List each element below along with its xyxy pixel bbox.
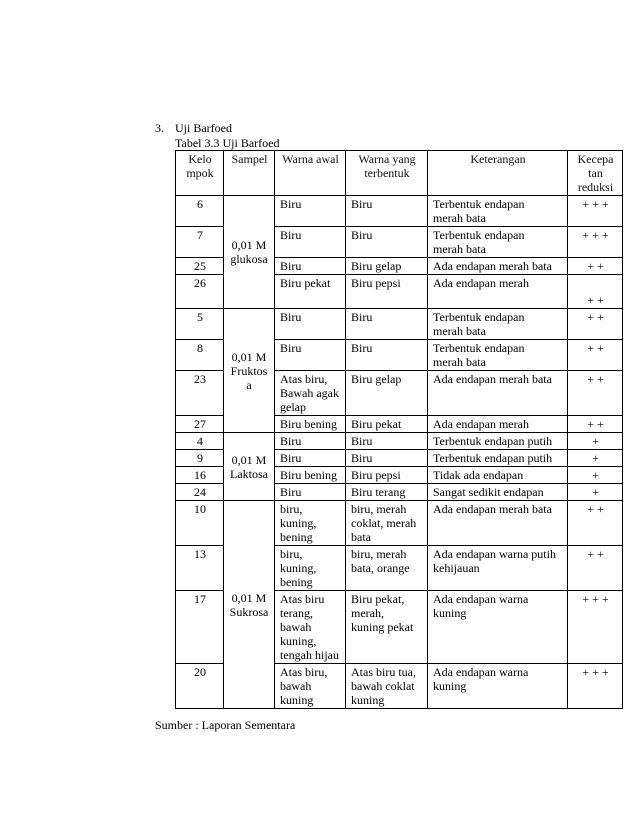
cell-keterangan: Ada endapan merah (428, 416, 568, 433)
header-row (176, 151, 623, 196)
cell-warna-awal: biru, kuning, bening (275, 501, 346, 546)
cell-kelompok: 8 (176, 340, 224, 371)
header-warna-awal: Warna awal (275, 151, 346, 196)
cell-warna-awal: Biru (275, 258, 346, 275)
cell-keterangan: Ada endapan merah bata (428, 501, 568, 546)
cell-keterangan: Ada endapan warna kuning (428, 664, 568, 709)
cell-warna-awal: Biru bening (275, 467, 346, 484)
cell-warna-terbentuk: biru, merah coklat, merah bata (346, 501, 428, 546)
cell-kelompok: 7 (176, 227, 224, 258)
section-title: Uji Barfoed (175, 121, 232, 135)
cell-kecepatan-reduksi: + + + (568, 227, 623, 258)
cell-sampel: 0,01 M Fruktos a (224, 309, 275, 433)
cell-warna-awal: biru, kuning, bening (275, 546, 346, 591)
cell-kelompok: 6 (176, 196, 224, 227)
section-number: 3. (155, 121, 164, 135)
table-row (176, 196, 623, 227)
cell-kecepatan-reduksi: + + (568, 416, 623, 433)
cell-warna-terbentuk: Biru pekat (346, 416, 428, 433)
cell-kecepatan-reduksi: + (568, 433, 623, 450)
cell-warna-awal: Biru (275, 340, 346, 371)
cell-kecepatan-reduksi: + + (568, 309, 623, 340)
cell-warna-terbentuk: Biru pepsi (346, 275, 428, 309)
cell-keterangan: Ada endapan merah bata (428, 258, 568, 275)
cell-warna-terbentuk: Biru pepsi (346, 467, 428, 484)
cell-kecepatan-reduksi: + + (568, 340, 623, 371)
cell-warna-terbentuk: Biru (346, 309, 428, 340)
cell-kecepatan-reduksi: + (568, 467, 623, 484)
cell-kecepatan-reduksi: + + + (568, 591, 623, 664)
cell-kelompok: 20 (176, 664, 224, 709)
header-sampel: Sampel (224, 151, 275, 196)
cell-warna-terbentuk: Biru gelap (346, 371, 428, 416)
cell-keterangan: Terbentuk endapan merah bata (428, 196, 568, 227)
cell-kelompok: 26 (176, 275, 224, 309)
cell-keterangan: Terbentuk endapan putih (428, 433, 568, 450)
cell-kelompok: 9 (176, 450, 224, 467)
cell-kelompok: 25 (176, 258, 224, 275)
cell-kecepatan-reduksi: + (568, 450, 623, 467)
cell-kecepatan-reduksi: + + (568, 275, 623, 309)
cell-sampel: 0,01 M Sukrosa (224, 501, 275, 709)
cell-kecepatan-reduksi: + + + (568, 664, 623, 709)
cell-kecepatan-reduksi: + + (568, 546, 623, 591)
cell-warna-terbentuk: Biru terang (346, 484, 428, 501)
cell-warna-terbentuk: Biru (346, 340, 428, 371)
cell-warna-awal: Atas biru terang, bawah kuning, tengah hijau (275, 591, 346, 664)
cell-warna-awal: Biru (275, 484, 346, 501)
header-warna-terbentuk: Warna yang terbentuk (346, 151, 428, 196)
cell-kelompok: 27 (176, 416, 224, 433)
cell-warna-awal: Biru (275, 309, 346, 340)
barfoed-table (175, 150, 623, 709)
cell-keterangan: Terbentuk endapan merah bata (428, 340, 568, 371)
cell-warna-terbentuk: Biru (346, 433, 428, 450)
cell-warna-awal: Biru (275, 433, 346, 450)
section-heading (155, 121, 232, 135)
cell-keterangan: Terbentuk endapan merah bata (428, 227, 568, 258)
cell-keterangan: Sangat sedikit endapan (428, 484, 568, 501)
cell-keterangan: Tidak ada endapan (428, 467, 568, 484)
table-row (176, 309, 623, 340)
cell-kecepatan-reduksi: + + + (568, 196, 623, 227)
cell-warna-terbentuk: Biru gelap (346, 258, 428, 275)
cell-kecepatan-reduksi: + + (568, 371, 623, 416)
cell-warna-awal: Biru bening (275, 416, 346, 433)
cell-warna-terbentuk: Atas biru tua, bawah coklat kuning (346, 664, 428, 709)
cell-warna-awal: Biru (275, 227, 346, 258)
cell-keterangan: Terbentuk endapan merah bata (428, 309, 568, 340)
cell-warna-terbentuk: biru, merah bata, orange (346, 546, 428, 591)
table-caption: Tabel 3.3 Uji Barfoed (175, 136, 280, 150)
cell-sampel: 0,01 M glukosa (224, 196, 275, 309)
cell-kecepatan-reduksi: + + (568, 258, 623, 275)
header-kecepatan-reduksi: Kecepa tan reduksi (568, 151, 623, 196)
cell-kelompok: 4 (176, 433, 224, 450)
cell-warna-terbentuk: Biru (346, 196, 428, 227)
cell-warna-terbentuk: Biru (346, 450, 428, 467)
cell-kelompok: 10 (176, 501, 224, 546)
cell-keterangan: Ada endapan merah bata (428, 371, 568, 416)
cell-warna-awal: Atas biru, bawah kuning (275, 664, 346, 709)
cell-kelompok: 13 (176, 546, 224, 591)
cell-warna-terbentuk: Biru (346, 227, 428, 258)
cell-warna-awal: Atas biru, Bawah agak gelap (275, 371, 346, 416)
cell-kelompok: 16 (176, 467, 224, 484)
cell-sampel: 0,01 M Laktosa (224, 433, 275, 501)
table-source: Sumber : Laporan Sementara (155, 718, 296, 732)
cell-warna-terbentuk: Biru pekat, merah, kuning pekat (346, 591, 428, 664)
cell-kelompok: 24 (176, 484, 224, 501)
cell-kelompok: 23 (176, 371, 224, 416)
cell-warna-awal: Biru pekat (275, 275, 346, 309)
cell-kecepatan-reduksi: + + (568, 501, 623, 546)
header-kelompok: Kelo mpok (176, 151, 224, 196)
cell-kecepatan-reduksi: + (568, 484, 623, 501)
cell-warna-awal: Biru (275, 196, 346, 227)
cell-keterangan: Ada endapan warna kuning (428, 591, 568, 664)
cell-keterangan: Ada endapan merah (428, 275, 568, 309)
table-row (176, 433, 623, 450)
cell-warna-awal: Biru (275, 450, 346, 467)
cell-kelompok: 5 (176, 309, 224, 340)
cell-keterangan: Ada endapan warna putih kehijauan (428, 546, 568, 591)
cell-keterangan: Terbentuk endapan putih (428, 450, 568, 467)
header-keterangan: Keterangan (428, 151, 568, 196)
table-row (176, 501, 623, 546)
cell-kelompok: 17 (176, 591, 224, 664)
